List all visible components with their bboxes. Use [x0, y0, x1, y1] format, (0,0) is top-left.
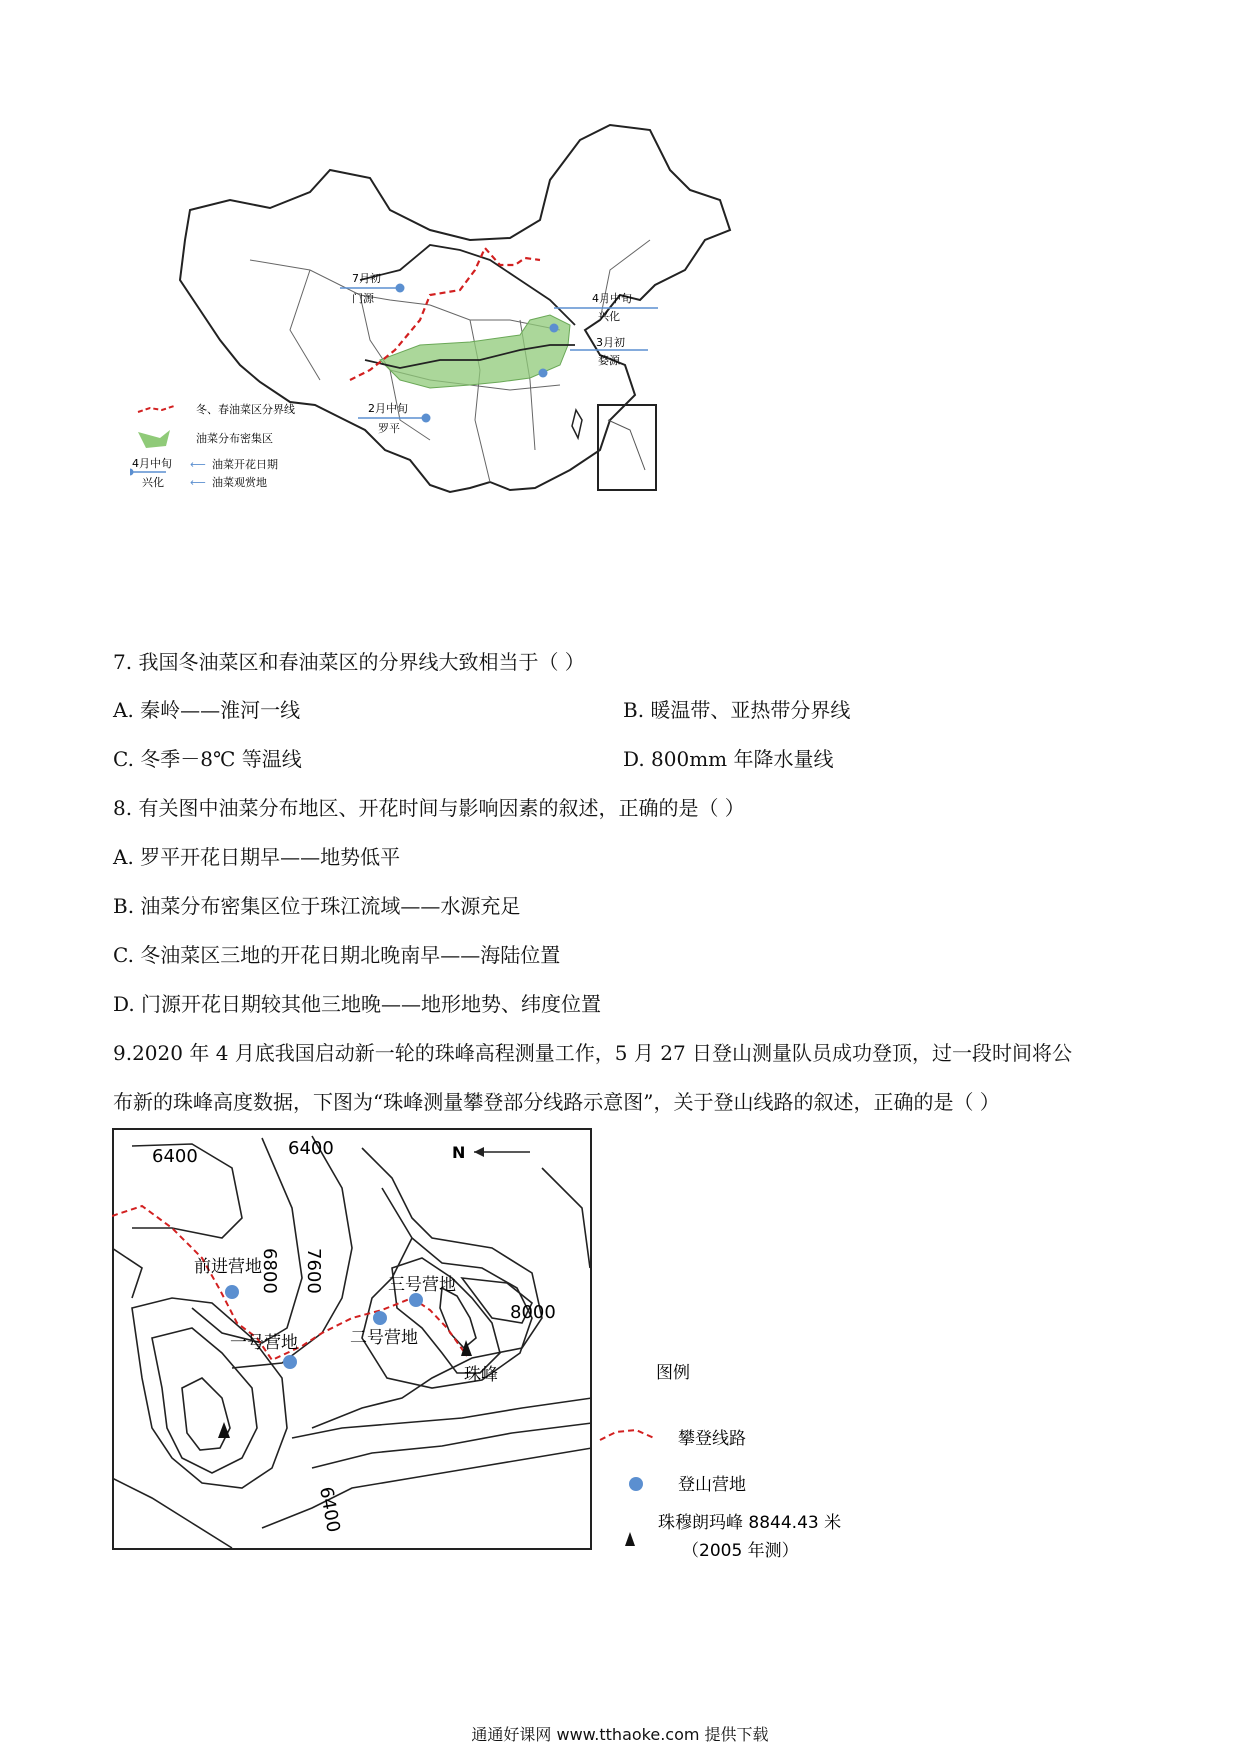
everest-legend	[596, 1360, 896, 1560]
legend-peak: 珠穆朗玛峰 8844.43 米	[658, 1513, 842, 1533]
contour-label: 6800	[259, 1248, 280, 1294]
q8-option-a: A. 罗平开花日期早——地势低平	[113, 845, 401, 869]
contour-label: 7600	[303, 1248, 324, 1294]
camp-label: 三号营地	[388, 1275, 456, 1295]
site-date: 2月中旬	[368, 402, 408, 415]
legend-flower-date: 油菜开花日期	[212, 458, 278, 471]
legend-boundary: 冬、春油菜区分界线	[196, 403, 295, 416]
legend-observe: 油菜观赏地	[212, 476, 267, 489]
contour-label: 6400	[315, 1485, 344, 1534]
site-menyuan	[340, 272, 405, 305]
legend-camp: 登山营地	[678, 1475, 746, 1495]
site-date: 3月初	[596, 336, 625, 349]
north-label: N	[452, 1143, 466, 1162]
camp-label: 二号营地	[350, 1328, 418, 1348]
q7-option-d: D. 800mm 年降水量线	[623, 747, 834, 771]
q7-option-c: C. 冬季－8℃ 等温线	[113, 747, 302, 771]
peak-label: 珠峰	[464, 1365, 498, 1385]
q9-stem-line2: 布新的珠峰高度数据，下图为“珠峰测量攀登部分线路示意图”，关于登山线路的叙述，正确的是（ ）	[113, 1090, 1000, 1114]
q7-option-b: B. 暖温带、亚热带分界线	[623, 698, 851, 722]
site-date: 4月中旬	[592, 292, 632, 305]
svg-text:⟵: ⟵	[190, 476, 206, 489]
camp-label: 一号营地	[230, 1333, 298, 1353]
legend-sample-place: 兴化	[142, 476, 164, 489]
south-sea-inset	[598, 405, 656, 490]
q8-option-b: B. 油菜分布密集区位于珠江流域——水源充足	[113, 894, 521, 918]
site-place: 罗平	[378, 422, 400, 435]
taiwan	[572, 410, 582, 438]
camp-label: 前进营地	[194, 1257, 262, 1277]
legend-route: 攀登线路	[678, 1429, 746, 1449]
q8-option-c: C. 冬油菜区三地的开花日期北晚南早——海陆位置	[113, 943, 561, 967]
legend-peak-year: （2005 年测）	[682, 1541, 799, 1560]
legend-sample-date: 4月中旬	[132, 457, 172, 470]
q7-option-a: A. 秦岭——淮河一线	[113, 698, 301, 722]
site-date: 7月初	[352, 272, 381, 285]
site-luoping	[358, 401, 431, 435]
site-place: 兴化	[598, 310, 620, 323]
svg-text:⟵: ⟵	[190, 458, 206, 471]
china-rapeseed-map	[130, 120, 770, 560]
everest-route-map	[112, 1128, 592, 1550]
site-place: 婺源	[598, 354, 620, 367]
yellow-river	[360, 245, 575, 325]
contour-label: 6400	[288, 1138, 334, 1159]
legend-dense: 油菜分布密集区	[196, 432, 273, 445]
map1-legend	[130, 402, 295, 489]
q8-option-d: D. 门源开花日期较其他三地晚——地形地势、纬度位置	[113, 992, 602, 1016]
legend-title: 图例	[656, 1363, 690, 1383]
q8-stem: 8. 有关图中油菜分布地区、开花时间与影响因素的叙述，正确的是（ ）	[113, 796, 745, 820]
q7-stem: 7. 我国冬油菜区和春油菜区的分界线大致相当于（ ）	[113, 650, 585, 674]
contour-label: 8000	[510, 1302, 556, 1323]
page-footer: 通通好课网 www.tthaoke.com 提供下载	[471, 1725, 769, 1744]
contour-label: 6400	[152, 1146, 198, 1167]
q9-stem-line1: 9.2020 年 4 月底我国启动新一轮的珠峰高程测量工作，5 月 27 日登山测量队员成功登顶，过一段时间将公	[113, 1041, 1073, 1065]
site-place: 门源	[352, 292, 374, 305]
